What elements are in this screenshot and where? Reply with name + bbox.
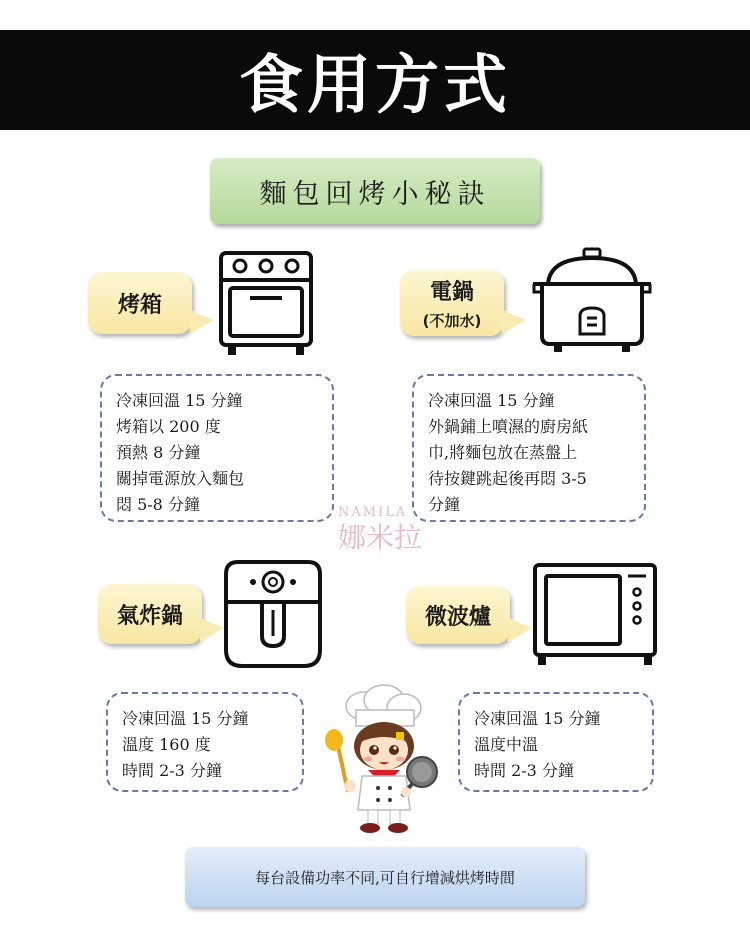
cooker-line: 冷凍回溫 15 分鐘 <box>428 391 555 410</box>
oven-label: 烤箱 <box>117 292 162 318</box>
microwave-label: 微波爐 <box>424 604 491 630</box>
microwave-line: 冷凍回溫 15 分鐘 <box>474 709 601 728</box>
microwave-label-bubble <box>406 586 510 644</box>
cooker-line: 巾,將麵包放在蒸盤上 <box>428 443 578 462</box>
cooker-line: 分鐘 <box>428 495 461 514</box>
cooker-sublabel: (不加水) <box>422 312 482 330</box>
microwave-instructions <box>458 692 654 792</box>
airfryer-line: 溫度 160 度 <box>122 735 211 754</box>
microwave-line: 時間 2-3 分鐘 <box>474 761 574 780</box>
cooker-instructions <box>412 374 646 522</box>
oven-icon <box>218 250 314 358</box>
oven-line: 預熱 8 分鐘 <box>116 443 201 462</box>
cooker-line: 外鍋鋪上噴濕的廚房紙 <box>428 417 589 436</box>
airfryer-label: 氣炸鍋 <box>116 603 183 629</box>
oven-instructions <box>100 374 334 522</box>
airfryer-label-bubble <box>98 584 202 644</box>
microwave-icon <box>532 562 658 668</box>
oven-label-bubble <box>88 272 192 334</box>
airfryer-instructions <box>106 692 304 792</box>
page-title: 食用方式 <box>0 30 750 130</box>
chef-mascot-illustration <box>318 684 448 836</box>
watermark <box>338 505 422 556</box>
oven-line: 烤箱以 200 度 <box>116 417 221 436</box>
airfryer-line: 時間 2-3 分鐘 <box>122 761 222 780</box>
oven-line: 冷凍回溫 15 分鐘 <box>116 391 243 410</box>
cooker-line: 待按鍵跳起後再悶 3-5 <box>428 469 587 488</box>
air-fryer-icon <box>222 558 324 670</box>
oven-line: 關掉電源放入麵包 <box>116 469 245 488</box>
footer-note: 每台設備功率不同,可自行增減烘烤時間 <box>185 847 585 907</box>
subtitle-banner: 麵包回烤小秘訣 <box>210 158 540 224</box>
oven-line: 悶 5-8 分鐘 <box>116 495 200 514</box>
microwave-line: 溫度中溫 <box>474 735 539 754</box>
cooker-label: 電鍋 <box>429 280 474 305</box>
rice-cooker-icon <box>530 246 654 356</box>
airfryer-line: 冷凍回溫 15 分鐘 <box>122 709 249 728</box>
watermark-en: NAMILA <box>338 505 408 520</box>
cooker-label-bubble <box>400 270 504 336</box>
watermark-zh: 娜米拉 <box>338 521 423 554</box>
